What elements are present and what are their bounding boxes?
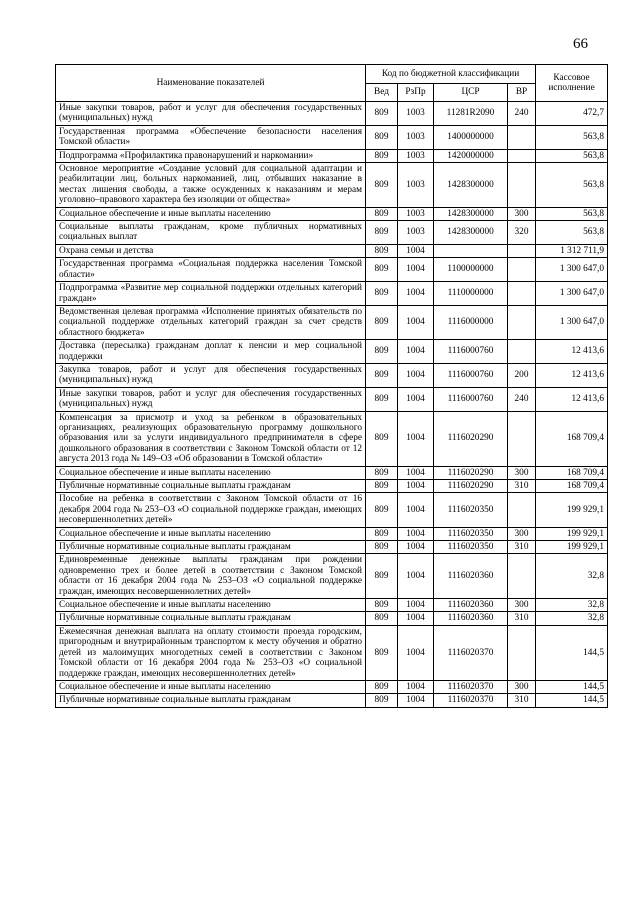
row-ved: 809 — [366, 207, 398, 220]
table-row — [56, 599, 608, 612]
row-name: Подпрограмма «Профилактика правонарушений и наркомании» — [56, 149, 366, 162]
table-body — [56, 102, 608, 708]
row-ved: 809 — [366, 221, 398, 245]
row-ved: 809 — [366, 363, 398, 387]
row-rzpr: 1004 — [398, 680, 434, 693]
row-name: Социальные выплаты гражданам, кроме публичных нормативных социальных выплат — [56, 221, 366, 245]
row-ved: 809 — [366, 305, 398, 339]
row-rzpr: 1004 — [398, 244, 434, 257]
table-row — [56, 554, 608, 599]
row-vr: 300 — [508, 207, 536, 220]
row-csr: 1100000000 — [434, 258, 508, 282]
header-ved: Вед — [366, 83, 398, 102]
row-csr: 1116020350 — [434, 541, 508, 554]
row-vr: 300 — [508, 466, 536, 479]
row-rzpr: 1004 — [398, 466, 434, 479]
row-vr: 300 — [508, 599, 536, 612]
table-row — [56, 221, 608, 245]
row-ved: 809 — [366, 554, 398, 599]
table-row — [56, 244, 608, 257]
row-csr: 1116020370 — [434, 694, 508, 707]
row-ved: 809 — [366, 493, 398, 527]
row-amount: 563,8 — [536, 125, 608, 149]
row-name: Государственная программа «Социальная поддержка населения Томской области» — [56, 258, 366, 282]
row-name: Публичные нормативные социальные выплаты гражданам — [56, 612, 366, 625]
row-amount: 199 929,1 — [536, 527, 608, 540]
row-vr — [508, 340, 536, 364]
row-amount: 1 312 711,9 — [536, 244, 608, 257]
row-amount: 563,8 — [536, 149, 608, 162]
row-csr: 1116020290 — [434, 466, 508, 479]
table-row — [56, 493, 608, 527]
row-ved: 809 — [366, 282, 398, 306]
table-row — [56, 125, 608, 149]
row-csr: 11281R2090 — [434, 102, 508, 126]
row-amount: 32,8 — [536, 554, 608, 599]
row-csr — [434, 244, 508, 257]
row-vr — [508, 282, 536, 306]
row-rzpr: 1004 — [398, 625, 434, 680]
table-row — [56, 163, 608, 208]
row-ved: 809 — [366, 258, 398, 282]
table-row — [56, 466, 608, 479]
row-csr: 1428300000 — [434, 163, 508, 208]
row-amount: 563,8 — [536, 221, 608, 245]
header-rzpr: РзПр — [398, 83, 434, 102]
row-name: Социальное обеспечение и иные выплаты населению — [56, 207, 366, 220]
row-csr: 1116020350 — [434, 527, 508, 540]
row-amount: 563,8 — [536, 207, 608, 220]
row-name: Основное мероприятие «Создание условий для социальной адаптации и реабилитации лиц, больных наркоманией, лиц, отбывших наказание в местах лишения свободы, а также осужденных к наказаниям и мерам уголовно–правового характера без изоляции от общества» — [56, 163, 366, 208]
row-amount: 32,8 — [536, 599, 608, 612]
row-name: Государственная программа «Обеспечение безопасности населения Томской области» — [56, 125, 366, 149]
row-vr — [508, 244, 536, 257]
row-name: Подпрограмма «Развитие мер социальной поддержки отдельных категорий граждан» — [56, 282, 366, 306]
row-name: Ежемесячная денежная выплата на оплату стоимости проезда городским, пригородным и внутрирайонным транспортом к месту обучения и обратно детей из малоимущих многодетных семей в соответствии с Законом Томской области от 16 декабря 2004 года № 253–ОЗ «О социальной поддержке граждан, имеющих несовершеннолетних детей» — [56, 625, 366, 680]
row-vr: 300 — [508, 680, 536, 693]
row-amount: 168 709,4 — [536, 466, 608, 479]
table-row — [56, 207, 608, 220]
row-name: Публичные нормативные социальные выплаты гражданам — [56, 694, 366, 707]
row-csr: 1116000000 — [434, 305, 508, 339]
row-name: Компенсация за присмотр и уход за ребенком в образовательных организациях, реализующих образовательную программу дошкольного образования или за услуги индивидуального предпринимателя в сфере дошкольного образования в соответствии с Законом Томской области от 12 августа 2013 года № 149–ОЗ «Об образовании в Томской области» — [56, 411, 366, 466]
row-amount: 12 413,6 — [536, 387, 608, 411]
row-ved: 809 — [366, 102, 398, 126]
row-name: Публичные нормативные социальные выплаты гражданам — [56, 541, 366, 554]
table-row — [56, 282, 608, 306]
row-csr: 1116020360 — [434, 612, 508, 625]
row-vr: 240 — [508, 387, 536, 411]
header-name: Наименование показателей — [56, 65, 366, 102]
row-ved: 809 — [366, 527, 398, 540]
row-name: Закупка товаров, работ и услуг для обеспечения государственных (муниципальных) нужд — [56, 363, 366, 387]
row-rzpr: 1004 — [398, 694, 434, 707]
row-ved: 809 — [366, 125, 398, 149]
row-csr: 1116020360 — [434, 599, 508, 612]
row-rzpr: 1003 — [398, 149, 434, 162]
row-name: Социальное обеспечение и иные выплаты населению — [56, 680, 366, 693]
header-code-group: Код по бюджетной классификации — [366, 65, 536, 84]
row-amount: 144,5 — [536, 694, 608, 707]
row-amount: 168 709,4 — [536, 480, 608, 493]
row-rzpr: 1004 — [398, 258, 434, 282]
row-rzpr: 1004 — [398, 554, 434, 599]
row-vr — [508, 411, 536, 466]
row-amount: 199 929,1 — [536, 541, 608, 554]
row-ved: 809 — [366, 163, 398, 208]
row-ved: 809 — [366, 625, 398, 680]
row-vr: 310 — [508, 694, 536, 707]
row-name: Единовременные денежные выплаты гражданам при рождении одновременно трех и более детей в соответствии с Законом Томской области от 16 декабря 2004 года № 253–ОЗ «О социальной поддержке граждан, имеющих несовершеннолетних детей» — [56, 554, 366, 599]
row-amount: 168 709,4 — [536, 411, 608, 466]
header-amount: Кассовое исполнение — [536, 65, 608, 102]
row-rzpr: 1004 — [398, 541, 434, 554]
row-amount: 563,8 — [536, 163, 608, 208]
row-rzpr: 1003 — [398, 221, 434, 245]
row-amount: 1 300 647,0 — [536, 282, 608, 306]
row-ved: 809 — [366, 149, 398, 162]
row-rzpr: 1004 — [398, 363, 434, 387]
table-header — [56, 65, 608, 102]
row-rzpr: 1004 — [398, 411, 434, 466]
row-csr: 1116020370 — [434, 625, 508, 680]
table-row — [56, 680, 608, 693]
row-amount: 144,5 — [536, 625, 608, 680]
row-ved: 809 — [366, 694, 398, 707]
row-csr: 1116000760 — [434, 340, 508, 364]
row-ved: 809 — [366, 541, 398, 554]
row-rzpr: 1004 — [398, 387, 434, 411]
row-vr — [508, 554, 536, 599]
row-ved: 809 — [366, 387, 398, 411]
row-csr: 1116000760 — [434, 363, 508, 387]
row-vr — [508, 493, 536, 527]
row-vr — [508, 258, 536, 282]
row-name: Пособие на ребенка в соответствии с Законом Томской области от 16 декабря 2004 года № 253–ОЗ «О социальной поддержке граждан, имеющих несовершеннолетних детей» — [56, 493, 366, 527]
table-row — [56, 363, 608, 387]
table-row — [56, 480, 608, 493]
row-rzpr: 1004 — [398, 282, 434, 306]
row-name: Социальное обеспечение и иные выплаты населению — [56, 527, 366, 540]
row-vr — [508, 305, 536, 339]
row-vr — [508, 149, 536, 162]
row-csr: 1428300000 — [434, 221, 508, 245]
table-row — [56, 411, 608, 466]
row-rzpr: 1003 — [398, 207, 434, 220]
table-row — [56, 387, 608, 411]
row-vr: 310 — [508, 612, 536, 625]
row-name: Охрана семьи и детства — [56, 244, 366, 257]
header-csr: ЦСР — [434, 83, 508, 102]
table-row — [56, 102, 608, 126]
row-csr: 1116020290 — [434, 411, 508, 466]
row-amount: 472,7 — [536, 102, 608, 126]
row-vr: 310 — [508, 541, 536, 554]
row-csr: 1116020290 — [434, 480, 508, 493]
table-row — [56, 258, 608, 282]
row-amount: 1 300 647,0 — [536, 258, 608, 282]
row-rzpr: 1003 — [398, 163, 434, 208]
row-vr: 200 — [508, 363, 536, 387]
row-amount: 12 413,6 — [536, 363, 608, 387]
row-name: Доставка (пересылка) гражданам доплат к пенсии и мер социальной поддержки — [56, 340, 366, 364]
budget-table — [55, 64, 608, 708]
row-csr: 1116020350 — [434, 493, 508, 527]
row-amount: 144,5 — [536, 680, 608, 693]
row-rzpr: 1004 — [398, 340, 434, 364]
table-row — [56, 149, 608, 162]
table-row — [56, 340, 608, 364]
header-vr: ВР — [508, 83, 536, 102]
row-vr — [508, 125, 536, 149]
row-rzpr: 1003 — [398, 102, 434, 126]
row-vr: 240 — [508, 102, 536, 126]
page-number: 66 — [573, 36, 588, 52]
row-rzpr: 1004 — [398, 612, 434, 625]
row-ved: 809 — [366, 480, 398, 493]
row-ved: 809 — [366, 612, 398, 625]
row-ved: 809 — [366, 411, 398, 466]
row-vr: 320 — [508, 221, 536, 245]
table-row — [56, 625, 608, 680]
row-rzpr: 1004 — [398, 480, 434, 493]
row-csr: 1116020360 — [434, 554, 508, 599]
row-name: Публичные нормативные социальные выплаты гражданам — [56, 480, 366, 493]
row-amount: 199 929,1 — [536, 493, 608, 527]
row-rzpr: 1004 — [398, 527, 434, 540]
row-amount: 1 300 647,0 — [536, 305, 608, 339]
row-vr — [508, 163, 536, 208]
row-name: Иные закупки товаров, работ и услуг для обеспечения государственных (муниципальных) нужд — [56, 387, 366, 411]
row-rzpr: 1004 — [398, 599, 434, 612]
table-row — [56, 612, 608, 625]
row-vr — [508, 625, 536, 680]
row-name: Социальное обеспечение и иные выплаты населению — [56, 599, 366, 612]
row-amount: 12 413,6 — [536, 340, 608, 364]
row-ved: 809 — [366, 599, 398, 612]
row-ved: 809 — [366, 244, 398, 257]
row-amount: 32,8 — [536, 612, 608, 625]
row-csr: 1420000000 — [434, 149, 508, 162]
row-ved: 809 — [366, 340, 398, 364]
table-row — [56, 541, 608, 554]
row-rzpr: 1003 — [398, 125, 434, 149]
table-row — [56, 527, 608, 540]
row-rzpr: 1004 — [398, 493, 434, 527]
row-vr: 310 — [508, 480, 536, 493]
row-rzpr: 1004 — [398, 305, 434, 339]
row-csr: 1428300000 — [434, 207, 508, 220]
row-csr: 1110000000 — [434, 282, 508, 306]
row-name: Ведомственная целевая программа «Исполнение принятых обязательств по социальной поддержке отдельных категорий граждан за счет средств областного бюджета» — [56, 305, 366, 339]
row-ved: 809 — [366, 680, 398, 693]
row-vr: 300 — [508, 527, 536, 540]
row-name: Социальное обеспечение и иные выплаты населению — [56, 466, 366, 479]
row-ved: 809 — [366, 466, 398, 479]
table-row — [56, 305, 608, 339]
row-csr: 1116000760 — [434, 387, 508, 411]
row-csr: 1400000000 — [434, 125, 508, 149]
row-name: Иные закупки товаров, работ и услуг для обеспечения государственных (муниципальных) нужд — [56, 102, 366, 126]
row-csr: 1116020370 — [434, 680, 508, 693]
table-row — [56, 694, 608, 707]
